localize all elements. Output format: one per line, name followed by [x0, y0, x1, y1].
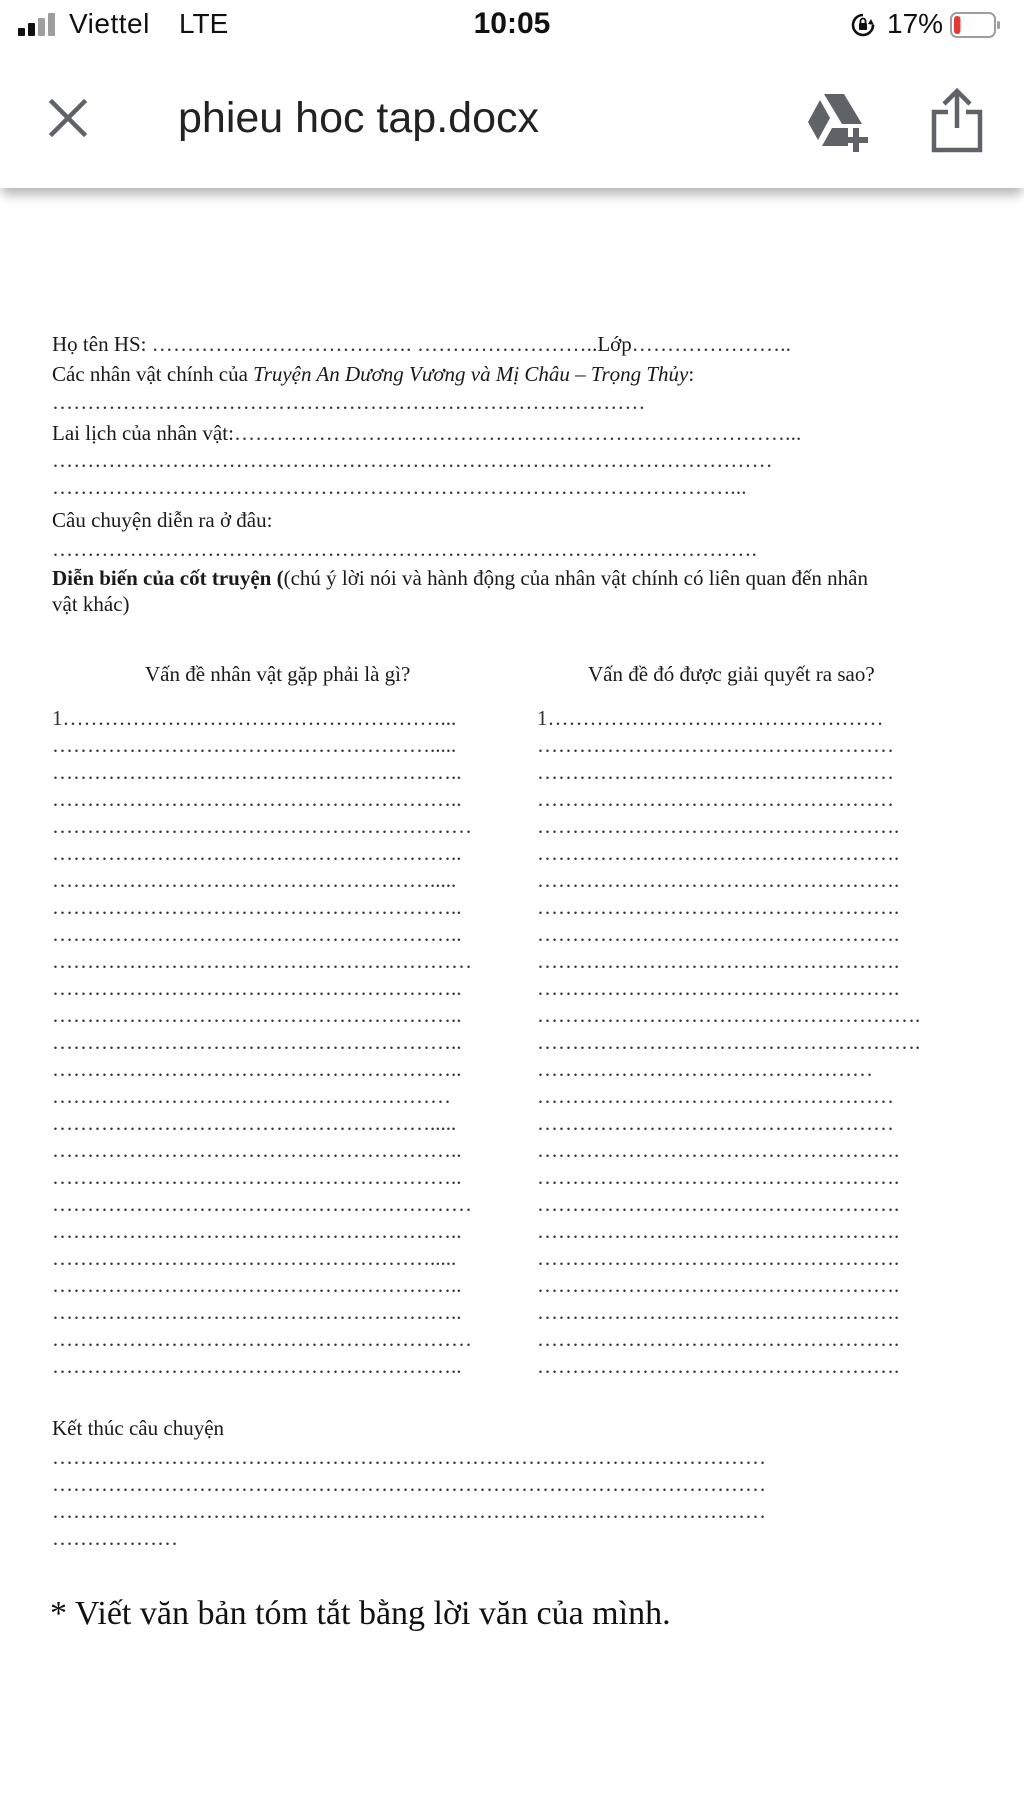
- problem-answer-line: …………………………………………………..: [52, 1354, 462, 1378]
- story-setting-label: Câu chuyện diễn ra ở đâu:: [52, 508, 273, 532]
- problem-answer-line: ……………………………………………….....: [52, 868, 457, 892]
- solution-answer-line: ……………………………………………….: [537, 1003, 921, 1027]
- solution-answer-line: …………………………………………: [537, 1057, 873, 1081]
- problem-answer-line: ……………………………………………….....: [52, 1246, 457, 1270]
- problem-answer-line: ……………………………………………….....: [52, 733, 457, 757]
- solution-answer-line: …………………………………………….: [537, 814, 900, 838]
- status-bar: [0, 0, 1024, 52]
- character-background-blank-3: ……………………………………………………………………………………...: [52, 475, 747, 499]
- problem-answer-line: 1………………………………………………...: [52, 706, 457, 730]
- solution-answer-line: …………………………………………….: [537, 1327, 900, 1351]
- solution-answer-line: ……………………………………………: [537, 787, 894, 811]
- solution-answer-line: 1…………………………………………: [537, 706, 884, 730]
- plot-development-label: Diễn biến của cốt truyện (: [52, 566, 284, 590]
- story-ending-label: Kết thúc câu chuyện: [52, 1416, 225, 1440]
- problem-answer-line: ……………………………………………………: [52, 1327, 472, 1351]
- problem-answer-line: ……………………………………………………: [52, 814, 472, 838]
- problem-answer-line: ……………………………………………………: [52, 949, 472, 973]
- battery-percent: 17%: [887, 8, 944, 39]
- main-characters-line: [52, 362, 694, 386]
- app-bar: [0, 52, 1024, 188]
- orientation-lock-icon: [850, 12, 876, 38]
- problem-answer-line: …………………………………………………..: [52, 1165, 462, 1189]
- solution-column: [537, 705, 967, 1380]
- solution-answer-line: …………………………………………….: [537, 1273, 900, 1297]
- add-to-drive-icon[interactable]: [804, 90, 872, 152]
- close-icon[interactable]: [42, 92, 94, 144]
- summary-instruction: * Viết văn bản tóm tắt bằng lời văn của mình.: [50, 1595, 671, 1632]
- solution-answer-line: …………………………………………….: [537, 976, 900, 1000]
- plot-development-line: [52, 566, 868, 590]
- solution-answer-line: …………………………………………….: [537, 1354, 900, 1378]
- status-time: 10:05: [473, 7, 551, 40]
- student-name-line: [52, 332, 791, 356]
- problem-answer-line: …………………………………………………..: [52, 922, 462, 946]
- problem-answer-line: ……………………………………………….....: [52, 1111, 457, 1135]
- class-label: .Lớp: [592, 332, 632, 356]
- problem-column: [52, 705, 512, 1380]
- problem-answer-line: …………………………………………………..: [52, 1030, 462, 1054]
- problem-answer-line: ……………………………………………………: [52, 1192, 472, 1216]
- battery-icon: [950, 12, 1002, 38]
- solution-answer-line: ……………………………………………….: [537, 1030, 921, 1054]
- problem-answer-line: …………………………………………………..: [52, 1003, 462, 1027]
- network-type: LTE: [179, 8, 229, 39]
- problem-answer-line: …………………………………………………..: [52, 1300, 462, 1324]
- character-background-blank: ……………………………………………………………………...: [233, 421, 802, 445]
- student-name-label: Họ tên HS:: [52, 332, 152, 356]
- solution-answer-line: …………………………………………….: [537, 1192, 900, 1216]
- problem-answer-line: …………………………………………………..: [52, 760, 462, 784]
- problem-answer-line: …………………………………………………..: [52, 1273, 462, 1297]
- ending-answer-line: ………………: [52, 1526, 178, 1550]
- plot-development-note: (chú ý lời nói và hành động của nhân vật chính có liên quan đến nhân: [283, 566, 868, 590]
- student-name-blank: ………………………………. …………………….: [151, 332, 593, 356]
- problem-answer-line: …………………………………………………..: [52, 1138, 462, 1162]
- solution-answer-line: ……………………………………………: [537, 760, 894, 784]
- problem-column-heading: Vấn đề nhân vật gặp phải là gì?: [145, 662, 411, 686]
- class-blank: …………………..: [631, 332, 792, 356]
- solution-answer-line: ……………………………………………: [537, 1084, 894, 1108]
- character-background-line: [52, 421, 802, 445]
- main-characters-colon: :: [688, 362, 695, 386]
- plot-development-note-2: vật khác): [52, 592, 130, 616]
- problem-answer-line: …………………………………………………..: [52, 841, 462, 865]
- character-background-blank-2: …………………………………………………………………………………………: [52, 448, 773, 472]
- solution-answer-line: ……………………………………………: [537, 1111, 894, 1135]
- ending-answer-line: …………………………………………………………………………………………: [52, 1472, 766, 1496]
- main-characters-label: Các nhân vật chính của: [52, 362, 254, 386]
- problem-answer-line: …………………………………………………..: [52, 895, 462, 919]
- story-title: Truyện An Dương Vương và Mị Châu – Trọng Thủy: [253, 362, 689, 386]
- solution-answer-line: …………………………………………….: [537, 895, 900, 919]
- solution-answer-line: ……………………………………………: [537, 733, 894, 757]
- solution-answer-line: …………………………………………….: [537, 868, 900, 892]
- problem-answer-line: …………………………………………………..: [52, 1219, 462, 1243]
- solution-answer-line: …………………………………………….: [537, 922, 900, 946]
- solution-answer-line: …………………………………………….: [537, 1219, 900, 1243]
- problem-answer-line: …………………………………………………: [52, 1084, 451, 1108]
- solution-answer-line: …………………………………………….: [537, 1300, 900, 1324]
- carrier-name: Viettel: [69, 8, 150, 39]
- solution-answer-line: …………………………………………….: [537, 1138, 900, 1162]
- solution-answer-line: …………………………………………….: [537, 949, 900, 973]
- problem-answer-line: …………………………………………………..: [52, 1057, 462, 1081]
- solution-answer-line: …………………………………………….: [537, 1246, 900, 1270]
- share-icon[interactable]: [928, 88, 986, 154]
- story-ending-blanks: [52, 1444, 952, 1552]
- problem-answer-line: …………………………………………………..: [52, 976, 462, 1000]
- character-background-label: Lai lịch của nhân vật:: [52, 421, 234, 445]
- document-title: phieu hoc tap.docx: [178, 94, 539, 142]
- solution-column-heading: Vấn đề đó được giải quyết ra sao?: [588, 662, 875, 686]
- main-characters-blank: …………………………………………………………………………: [52, 390, 646, 414]
- solution-answer-line: …………………………………………….: [537, 1165, 900, 1189]
- ending-answer-line: …………………………………………………………………………………………: [52, 1499, 766, 1523]
- story-setting-blank: ……………………………………………………………………………………….: [52, 537, 758, 561]
- ending-answer-line: …………………………………………………………………………………………: [52, 1445, 766, 1469]
- solution-answer-line: …………………………………………….: [537, 841, 900, 865]
- problem-answer-line: …………………………………………………..: [52, 787, 462, 811]
